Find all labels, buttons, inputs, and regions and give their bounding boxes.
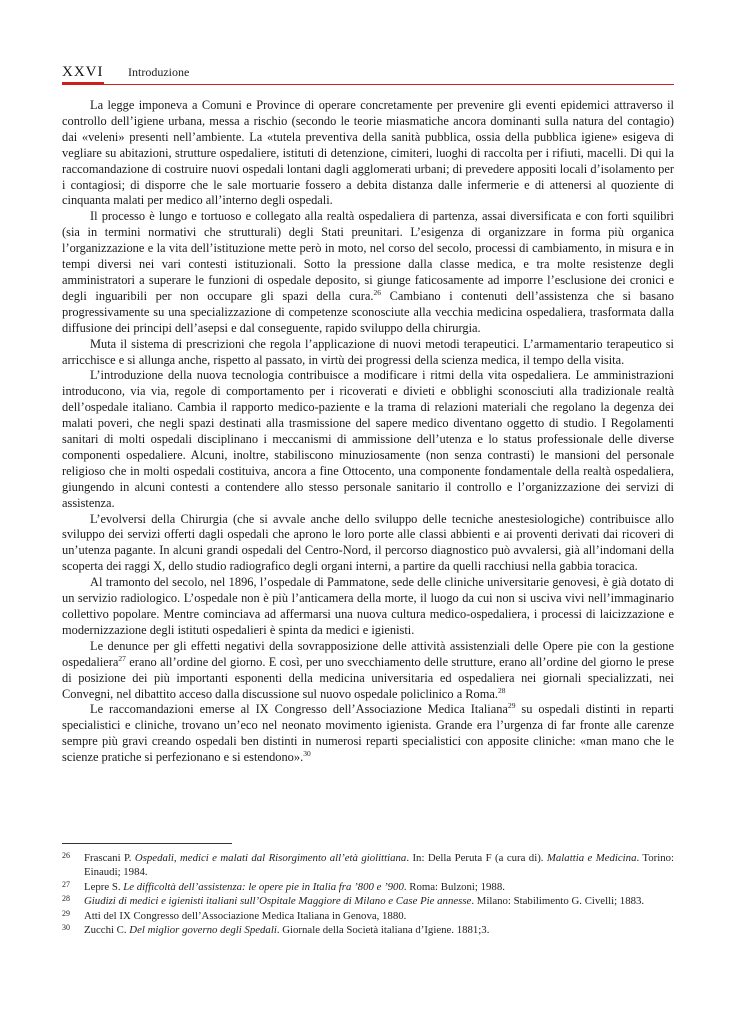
page-number: XXVI: [62, 64, 104, 80]
footnote-ref[interactable]: 28: [498, 685, 506, 695]
paragraph: La legge imponeva a Comuni e Province di operare concretamente per prevenire gli eventi epidemici attraverso il controllo dell’igiene urbana, messa a rischio (secondo le teorie miasmatiche ancora dominanti sulla natura del contagio) dai «veleni» presenti nell’ambiente. La «tutela preventiva della sanità pubblica, ossia della pubblica igiene» esigeva di vegliare su abitazioni, strutture ospedaliere, istituti di detenzione, cimiteri, luoghi di raccolta per i rifiuti, macelli. Di qui la raccomandazione di costruire nuovi ospedali lontani dagli agglomerati urbani; di prevedere appositi locali d’isolamento per i contagiosi; di disporre che le sale mortuarie fossero a debita distanza dalle infermerie e di attenersi al quoziente di cinquanta malati per medico all’interno degli ospedali.: [62, 98, 674, 208]
footnote-divider: [62, 843, 232, 844]
footnote: 30 Zucchi C. Del miglior governo degli Spedali. Giornale della Società italiana d’Igiene. 1881;3.: [62, 923, 490, 937]
footnote-number: 30: [62, 923, 70, 933]
paragraph: L’evolversi della Chirurgia (che si avvale anche dello sviluppo delle tecniche anestesiologiche) contribuisce allo sviluppo dei servizi offerti dagli ospedali che aprono le loro porte alle classi abbienti e ai proventi derivati dai ricoveri di un’utenza pagante. In alcuni grandi ospedali del Centro-Nord, il percorso diagnostico può avvalersi, già all’indomani della scoperta dei raggi X, dello studio radiografico degli organi interni, a partire da quelli racchiusi nella gabbia toracica.: [62, 511, 674, 574]
footnote-number: 29: [62, 908, 70, 918]
paragraph: Muta il sistema di prescrizioni che regola l’applicazione di nuovi metodi terapeutici. L’armamentario terapeutico si arricchisce e si allunga anche, rispetto al passato, in virtù dei progressi della scienza medica, il tempo della visita.: [62, 336, 674, 367]
footnotes: [62, 851, 674, 937]
section-title: Introduzione: [128, 65, 190, 79]
paragraph: Le raccomandazioni emerse al IX Congresso dell’Associazione Medica Italiana$^{29}$ su ospedali distinti in reparti specialistici e cliniche, trovano un’eco nel neonato movimento igienista. Grande era l’urgenza di far fronte alle carenze sempre più gravi creando ospedali ben distinti in numerosi reparti specialistici con apposite cliniche: «man mano che le scienze pratiche si perfezionano e si estendono».$^{30}$: [62, 701, 674, 765]
footnote-ref[interactable]: 30: [303, 749, 311, 759]
footnote: 27 Lepre S. Le difficoltà dell’assistenza: le opere pie in Italia fra ’800 e ’900. Roma: Bulzoni; 1988.: [62, 879, 505, 893]
paragraph: L’introduzione della nuova tecnologia contribuisce a modificare i ritmi della vita ospedaliera. Le amministrazioni introducono, via via, regole di comportamento per i ricoverati e divieti e obblighi sconosciuti alla tradizionale realtà dell’ospedale italiano. Cambia il rapporto medico-paziente e la trama di relazioni materiali che regolano la degenza dei malati poveri, che negli spazi destinati alla trasmissione del sapere medico diventano oggetto di studio. I Regolamenti sanitari di molti ospedali disciplinano i meccanismi di ammissione dell’utenza e lo status professionale delle diverse componenti ospedaliere. Alcuni, inoltre, stabiliscono minuziosamente (non senza contrasti) le mansioni del personale religioso che in molti ospedali costituiva, ancora a fine Ottocento, una componente fondamentale della realtà ospedaliera, giungendo in alcuni contesti a contendere allo stesso personale sanitario il controllo e l’organizzazione dei servizi di assistenza.: [62, 368, 674, 510]
paragraph: Le denunce per gli effetti negativi della sovrapposizione delle attività assistenziali delle Opere pie con la gestione ospedaliera$^{27}$ erano all’ordine del giorno. E così, per uno svecchiamento delle strutture, erano all’ordine del giorno le prese di posizione dei più importanti esponenti della medicina universitaria ed ospedaliera nei giornali specializzati, nei Convegni, nel dibattito acceso dalla discussione sul nuovo ospedale policlinico a Roma.$^{28}$: [62, 638, 674, 701]
paragraph: Al tramonto del secolo, nel 1896, l’ospedale di Pammatone, sede delle cliniche universitarie genovesi, è già dotato di un servizio radiologico. L’ospedale non è più l’anticamera della morte, il luogo da cui non si usciva vivi nell’immaginario collettivo popolare. Mentre cominciava ad affermarsi una nuova cultura medico-ospedaliera, i processi di laicizzazione e modernizzazione degli istituti ospedalieri è spinta da medici e igienisti.: [62, 575, 674, 637]
running-header: [62, 64, 674, 85]
footnote: 29 Atti del IX Congresso dell’Associazione Medica Italiana in Genova, 1880.: [62, 908, 407, 922]
footnote-ref[interactable]: 27: [118, 653, 126, 663]
footnote-number: 26: [62, 851, 70, 860]
body-text: [62, 98, 674, 766]
paragraph: Il processo è lungo e tortuoso e collegato alla realtà ospedaliera di partenza, assai diversificata e con forti squilibri (sia in termini normativi che strutturali) degli Stati preunitari. L’esigenza di organizzare in forma più organica l’organizzazione e la vita dell’istituzione mette però in moto, nel corso del secolo, processi di cambiamento, in misura e in tempi diversi nei vari contesti istituzionali. Sotto la pressione dalla classe medica, e tra molte resistenze degli amministratori a superare le funzioni di ospedale deposito, si giunge faticosamente ad imporre l’esclusione dei cronici e degli inguaribili per non occupare gli spazi della cura.$^{26}$ Cambiano i contenuti dell’assistenza che si basano progressivamente su una specializzazione di competenze sconosciute alla vecchia medicina ospedaliera, trasformata dalla diffusione dei principi dell’asepsi e dal conseguente, rapido sviluppo della chirurgia.: [62, 209, 674, 335]
footnote-number: 28: [62, 894, 70, 904]
footnote-ref[interactable]: 29: [507, 701, 516, 711]
footnote-number: 27: [62, 879, 70, 889]
footnote: 26 Frascani P. Ospedali, medici e malati dal Risorgimento all’età giolittiana. In: Della Peruta F (a cura di). Malattia e Medicina. Torino: Einaudi; 1984.: [62, 851, 675, 879]
footnote: 28 Giudizi di medici e igienisti italiani sull’Ospitale Maggiore di Milano e Case Pie annesse. Milano: Stabilimento G. Civelli; 1883.: [62, 894, 645, 908]
footnote-ref[interactable]: 26: [373, 287, 382, 297]
